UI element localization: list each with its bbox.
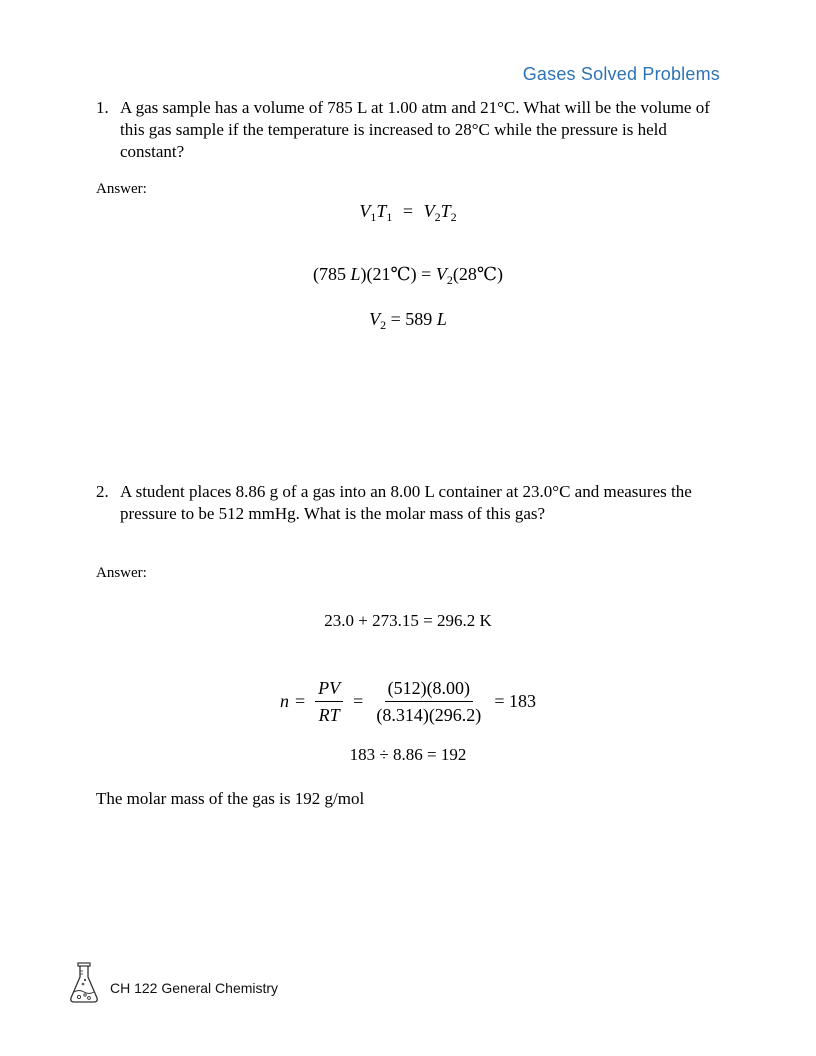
equation-substitution: (785 L)(21℃) = $V_2(28℃)$ xyxy=(313,264,503,287)
fraction-values: $\frac{(512)(8.00)}{(8.314)(296.2)}$ xyxy=(376,677,482,725)
question-text: A gas sample has a volume of 785 L at 1.00 atm and 21°C. What will be the volume of this gas sample if the temperature is increased to 28°C while the pressure is held constant? xyxy=(120,98,710,161)
equation-kelvin: 23.0 + 273.15 = 296.2 K xyxy=(324,611,492,630)
question-text: A student places 8.86 g of a gas into an 8.00 L container at 23.0°C and measures the pressure to be 512 mmHg. What is the molar mass of this gas? xyxy=(120,482,692,523)
fraction-pv-rt: $\frac{PV}{RT}$ xyxy=(315,678,343,725)
flask-icon xyxy=(68,962,100,1009)
equation-result: $V_2 = 589$ L xyxy=(369,309,447,332)
equation-moles: n = $\frac{PV}{RT}$ = $\frac{(512)(8.00)}{(8.314)(296.2)}$ = 183 xyxy=(280,677,536,725)
equation-molar-mass: 183 ÷ 8.86 = 192 xyxy=(349,745,467,764)
answer-label: Answer: xyxy=(96,181,147,197)
footer xyxy=(68,962,278,1009)
question-1 xyxy=(96,97,728,163)
footer-course-label: CH 122 General Chemistry xyxy=(110,979,279,996)
answer-label: Answer: xyxy=(96,565,147,581)
question-number: 2. xyxy=(96,482,109,501)
page-title: Gases Solved Problems xyxy=(522,64,720,84)
question-number: 1. xyxy=(96,98,109,117)
question-2 xyxy=(96,481,728,525)
equation-formula: $V_1T_1 = V_2T_2$ xyxy=(359,201,457,224)
conclusion-text: The molar mass of the gas is 192 g/mol xyxy=(96,789,365,808)
